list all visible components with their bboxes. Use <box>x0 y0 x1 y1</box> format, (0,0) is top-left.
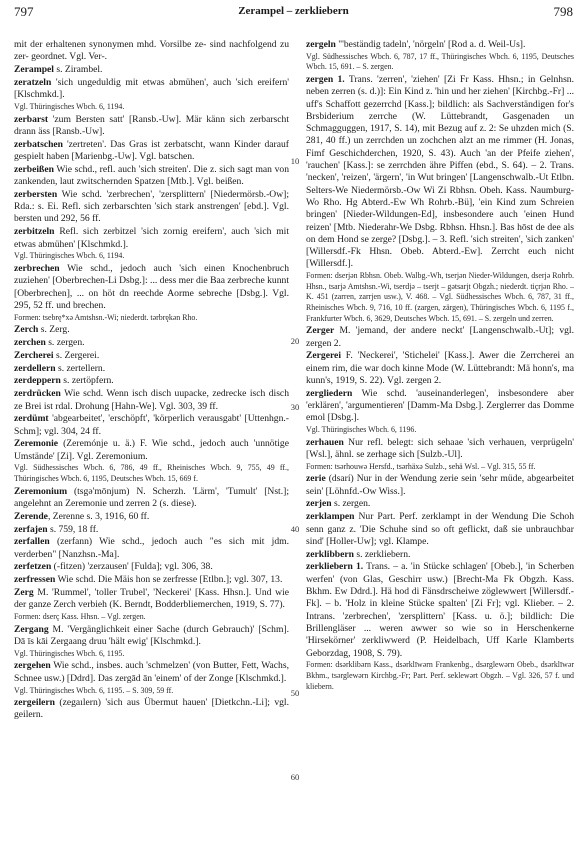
reference-note <box>306 660 574 692</box>
dictionary-entry <box>14 226 289 251</box>
dictionary-entry <box>14 64 289 76</box>
reference-note <box>306 462 574 473</box>
dictionary-entry <box>14 524 289 536</box>
entry-definition: M. 'jemand, der andere neckt' [Langenschwalb.-Ut]; vgl. zergen 2. <box>306 325 574 349</box>
entry-headword: zerdümt <box>14 413 49 425</box>
entry-headword: zergeilern <box>14 697 56 709</box>
dictionary-entry <box>306 511 574 548</box>
reference-note-text: Vgl. Südhessisches Wbch. 6, 786, 49 ff., Rheinisches Wbch. 9, 755, 49 ff., Thüringisches Wbch. 6, 1195, Deutsches Wbch. 15, 669 f. <box>14 463 289 484</box>
entry-definition: (-fitzen) 'zerzausen' [Fulda]; vgl. 306, 38. <box>51 561 213 573</box>
dictionary-entry <box>14 574 289 586</box>
entry-definition: s. zergen. <box>331 498 371 510</box>
dictionary-entry <box>14 388 289 413</box>
entry-definition: Wie schd. Die Mäis hon se zerfresse [Etlbn.]; vgl. 307, 13. <box>55 574 283 586</box>
entry-headword: zerfetzen <box>14 561 52 573</box>
reference-note <box>14 313 289 324</box>
entry-headword: Zerampel <box>14 64 54 76</box>
dictionary-entry <box>14 587 289 612</box>
dictionary-entry <box>14 697 289 722</box>
entry-definition: 'zertreten'. Das Gras ist zerbatscht, wann Kinder darauf gespielt haben [Marienbg.-Uw]. Vgl. batschen. <box>14 138 289 162</box>
dictionary-entry <box>306 350 574 387</box>
entry-headword: zerhauen <box>306 436 344 448</box>
entry-definition: 'abgearbeitet', 'erschöpft', 'körperlich verausgabt' [Uttenhgn.-Schm]; vgl. 304, 24 ff. <box>14 413 289 437</box>
dictionary-entry <box>14 263 289 312</box>
entry-headword: zerklampen <box>306 511 355 523</box>
reference-note-text: Vgl. Thüringisches Wbch. 6, 1196. <box>306 425 417 435</box>
entry-definition: s. zertöpfern. <box>60 375 114 387</box>
entry-headword: zerdeppern <box>14 375 61 387</box>
entry-definition: (Zeremónje u. ä.) F. Wie schd., jedoch auch 'unnötige Umstände' [Zi]. Vgl. Zeremonium. <box>14 438 289 462</box>
entry-definition: "'beständig tadeln', 'nörgeln' [Rod a. d. Weil-Us]. <box>335 39 526 50</box>
entry-definition: s. Zergerei. <box>53 349 100 361</box>
entry-headword: zerbeißen <box>14 163 54 175</box>
entry-headword: zerfallen <box>14 536 50 548</box>
dictionary-entry <box>14 114 289 139</box>
entry-headword: Zeremonie <box>14 438 59 450</box>
entry-headword: Zercherei <box>14 349 54 361</box>
entry-headword: Zerch <box>14 324 39 336</box>
entry-definition: Trans. 'zerren', 'ziehen' [Zi Fr Kass. Hhsn.; in Gelnhsn. neben zerren (s. d.)]: Ein Kind z. 'hin und her ziehen' [Kirchbg.-Fr] ... uff's Schaffott gezerrchd [Kass.]; bildlich: als Sachverständigen for's Brsbiderium zerrche (W. Lüttebrandt, Gasgenaden un Schmagguggen, 1917, S. 14), mit Bezug auf z. 2: Se uhzden mich (S. 281, 40 ff.) un zerrchden un zochchen alzt an me rimmer (H. Jonas, Fimf Geschichderchen, 1920, S. 43). Auch 'an der Pfeife ziehen', 'rauchen' [Kass.]: se zerrchden ähre Piffen (ebd., S. 64). – 2. Trans. 'necken', 'reizen', 'ärgern', 'in Wut bringen' [Langenschwalb.-Ut Etlbn. Selters-We Niedermörsb.-Ow Wi Zi Rbhsn. Obeh. Kass. Naumburg-Wo Rho. Hg Abterd.-Ew Wh Rohrb.-Bü], 'ein Kind zum Schreien bringen' [Nieder-Wildungen-Ed], insbesondere auch 'einen Hund reizen' [Mtb. Niederahr-We Dsbg. Rbhsn. Hhsn.]. Bas hōst de dee als on dem Hond se zerge? [Dsbg.]. – 3. Refl. 'sich streiten', 'sich zanken' [Willersdf.-Fk Hhsn. Obeb. Abterd.-Ew]. Zerrcht euch nicht [Willersdf.]. <box>306 73 574 270</box>
reference-note-text: Formen: tsərhouwə Hersfd., tsərhäxə Sulzb., sehä Wsl. – Vgl. 315, 55 ff. <box>306 461 536 471</box>
reference-note-text: Formen: dsərklibərn Kass., dsərklīwərn Frankenbg., dsərglewərn Obeb., dsərklīwər Bkhm., tsərglewərn Kirchbg.-Fr; Part. Perf. seklewərt Obgzh. – Vgl. 326, 57 f. und kliebern. <box>306 660 574 691</box>
page-number-left: 797 <box>14 4 34 19</box>
reference-note <box>14 102 289 113</box>
entry-headword: zerbrechen <box>14 262 60 274</box>
entry-definition: , Zerenne s. 3, 1916, 60 ff. <box>47 510 150 522</box>
reference-note-text: Formen: dserç Kass. Hhsn. – Vgl. zergen. <box>14 612 146 622</box>
line-number: 40 <box>290 524 300 534</box>
entry-headword: zerklibbern <box>306 548 354 560</box>
reference-note-text: Vgl. Thüringisches Wbch. 6, 1194. <box>14 251 125 261</box>
line-number: 10 <box>290 156 300 166</box>
intro-text: mit der erhaltenen synonymen mhd. Vorsilbe ze- sind nachfolgend zu zer- geordnet. Vgl. Ver-. <box>14 39 289 63</box>
entry-definition: 'zum Bersten satt' [Ransb.-Uw]. Mär känn sich zerbarscht drann äss [Ransb.-Uw]. <box>14 113 289 137</box>
line-number: 50 <box>290 688 300 698</box>
entry-definition: (dsarí) Nur in der Wendung zerie sein 'sehr müde, abgearbeitet sein' [Löhnfd.-Ow Wiss.]. <box>306 473 574 497</box>
entry-definition: s. zertellern. <box>55 362 106 374</box>
entry-headword: Zergang <box>14 623 49 635</box>
entry-definition: Wie schd. 'zerbrechen', 'zersplittern' [Niedermörsb.-Ow]; Rda.: s. Ei. Refl. sich zerbarschten 'sich stark anstrengen' [ebd.]. Vgl. bersten und 292, 56 ff. <box>14 188 289 225</box>
dictionary-entry <box>14 660 289 685</box>
dictionary-entry <box>306 437 574 462</box>
entry-headword: zerbarst <box>14 113 49 125</box>
dictionary-entry <box>14 350 289 362</box>
dictionary-entry <box>14 77 289 102</box>
right-column <box>306 39 574 693</box>
reference-note <box>14 463 289 484</box>
dictionary-entry <box>14 375 289 387</box>
left-column <box>14 39 289 722</box>
entry-headword: zerdrücken <box>14 388 61 400</box>
reference-note-text: Vgl. Thüringisches Wbch. 6, 1194. <box>14 101 125 111</box>
reference-note <box>14 649 289 660</box>
entry-headword: zerbitzeln <box>14 226 55 238</box>
dictionary-entry <box>306 39 574 51</box>
reference-note <box>306 271 574 324</box>
entry-definition: Wie schd. 'auseinanderlegen', insbesondere aber 'erklären', 'argumentieren' [Damm-Ma Dsbg.]. Zerglerrer das Domme emol [Dsbg.]. <box>306 387 574 424</box>
entry-headword: zerfressen <box>14 574 56 586</box>
dictionary-entry <box>306 388 574 425</box>
dictionary-entry <box>14 536 289 561</box>
entry-headword: zerbatschen <box>14 138 64 150</box>
entry-definition: Wie schd. Wenn isch disch uupacke, zedrecke isch disch ze Brei ist rdal. Drohung [Hahn-We]. Vgl. 303, 39 ff. <box>14 388 289 412</box>
dictionary-entry <box>14 324 289 336</box>
entry-definition: M. 'Vergänglichkeit einer Sache (durch Gebrauch)' [Schm]. Dā īs kāi Zergaang druu 'hält ewig' [Klschmkd.]. <box>14 623 289 648</box>
reference-note <box>306 52 574 73</box>
dictionary-entry <box>306 549 574 561</box>
entry-headword: zerchen <box>14 337 46 349</box>
entry-headword: Zeremonium <box>14 485 68 497</box>
dictionary-entry <box>14 511 289 523</box>
entry-definition: Nur refl. belegt: sich sehaae 'sich verhauen, verprügeln' [Wsl.], ähnl. se zerhage sich [Sulzb.-Ul]. <box>306 436 574 460</box>
entry-definition: 'sich ungeduldig mit etwas abmühen', auch 'sich ereifern' [Klschmkd.]. <box>14 76 289 101</box>
dictionary-entry <box>306 325 574 350</box>
entry-headword: zergehen <box>14 660 51 672</box>
dictionary-entry <box>14 337 289 349</box>
dictionary-entry <box>14 486 289 511</box>
entry-headword: zerfajen <box>14 523 48 535</box>
entry-definition: Wie schd., refl. auch 'sich streiten'. Die z. sich sagt man von zankenden, laut zwitschernden Spatzen [Mtb.]. Vgl. beißen. <box>14 163 289 188</box>
line-number: 20 <box>290 336 300 346</box>
entry-definition: Trans. – a. 'in Stücke schlagen' [Obeb.], 'in Scherben werfen' (von Glas, Geschirr usw.) [Brecht-Ma Fk Obgzh. Kass. Bkhm. Ew Ddrd.]. Hä hod di Fänsdrscheiwe zöglewwert [Willersdf.-Fk]. – b. 'Holz in kleine Stücke spalten' [Zi Fr]; vgl. Klieber. – 2. Intrans. 'zerbrechen', 'zersplittern' [Kass. u. ö.]; bildlich: Die Brillengläser ... weren awwer so wie so in Herschenkerne 'Hirsekörner' zerkliwwerd (P. Heidelbach, Uff Karle Klamberts Geborzdag, 1908, S. 79). <box>306 561 575 659</box>
running-title: Zerampel – zerkliebern <box>238 5 349 17</box>
entry-definition: Wie schd., jedoch auch 'sich einen Knochenbruch zuziehen' [Oberbrechen-Li Dsbg.]: ... dess mer die Baa zerbreche kunnt [Oberbrechen], ... on höt dn reechde Aorme sebreche [Dsbg.]. Vgl. 295, 52 ff. und brechen. <box>14 262 289 311</box>
reference-note-text: Vgl. Thüringisches Wbch. 6, 1195. <box>14 648 125 658</box>
dictionary-entry <box>14 189 289 226</box>
reference-note <box>306 425 574 436</box>
dictionary-entry <box>306 561 574 659</box>
running-header <box>14 4 573 24</box>
line-number: 60 <box>290 772 300 782</box>
dictionary-entry <box>14 139 289 164</box>
dictionary-entry <box>14 624 289 649</box>
entry-definition: Wie schd., insbes. auch 'schmelzen' (von Butter, Fett, Wachs, Schnee usw.) [Ddrd]. Das zergād ān 'einem' of der Zonge [Klschmkd.]. <box>14 660 289 684</box>
entry-headword: zergen 1. <box>306 73 345 85</box>
dictionary-entry <box>14 413 289 438</box>
entry-definition: M. 'Rummel', 'toller Trubel', 'Neckerei' [Kass. Hhsn.]. Und wie der ganze Zerch verbieh (K. Berndt, Bodderbliemerchen, 1919, S. 77). <box>14 587 289 611</box>
entry-headword: zerie <box>306 473 326 485</box>
entry-definition: s. 759, 18 ff. <box>47 523 99 535</box>
dictionary-entry <box>14 164 289 189</box>
entry-definition: s. zergen. <box>45 337 85 349</box>
entry-headword: zergliedern <box>306 387 353 399</box>
entry-headword: Zergerei <box>306 350 341 362</box>
entry-headword: Zerende <box>14 510 48 522</box>
entry-definition: s. Zirambel. <box>53 64 103 76</box>
entry-headword: zerbersten <box>14 188 58 200</box>
entry-definition: s. Zerg. <box>38 324 70 336</box>
dictionary-entry <box>306 498 574 510</box>
line-number: 30 <box>290 402 300 412</box>
entry-definition: Refl. sich zerbitzel 'sich zornig ereifern', auch 'sich mit etwas abmühen' [Klschmkd.]. <box>14 226 289 250</box>
entry-definition: F. 'Neckerei', 'Stichelei' [Kass.]. Awer die Zerrcherei an einem rim, die war doch kinne Mode (W. Lüttebrandt: Mä honn's, ma kunn's, 1919, S. 22). Vgl. zergen 2. <box>306 350 574 386</box>
reference-note-text: Formen: dserjən Rbhsn. Obeb. Walbg.-Wh, tserjən Nieder-Wildungen, dserjə Rohrb. Hhsn., tsarjə Amtshsn.-Wi, tserdjə – tserjt – gətsarjt Obgzh.; niederdt. tiçrjən Rho. – K. 451 (zarren, zarrjen usw.), V. 468. – Vgl. Südhessisches Wbch. 6, 787, 31 ff., Rheinisches Wbch. 9, 716, 10 ff. (zargen, zärgen), Thüringisches Wbch. 6, 1195 f., Frankfurter Wbch. 6, 3629, Deutsches Wbch. 15, 691. – S. zergeln und zerren. <box>306 271 574 323</box>
page-number-right: 798 <box>553 4 573 19</box>
reference-note-text: Vgl. Südhessisches Wbch. 6, 787, 17 ff., Thüringisches Wbch. 6, 1195, Deutsches Wbch. 15, 691. – S. zergen. <box>306 51 574 72</box>
reference-note-text: Formen: tsebrę*xə Amtshsn.-Wi; niederdt. tərbrękən Rho. <box>14 312 198 322</box>
entry-definition: (zegaılern) 'sich aus Übermut hauen' [Dietkchn.-Li]; vgl. geilern. <box>14 697 289 721</box>
reference-note <box>14 612 289 623</box>
entry-definition: (zerfann) Wie schd., jedoch auch "es sich mit jdm. verderben" [Nanzhsn.-Ma]. <box>14 536 289 560</box>
entry-headword: Zerger <box>306 325 335 337</box>
entry-headword: zerkliebern 1. <box>306 561 364 573</box>
entry-definition: (tsgə'mōnjum) N. Scherzh. 'Lärm', 'Tumult' [Nst.]; angelehnt an Zeremonie und zerren 2 (s. diese). <box>14 485 289 509</box>
dictionary-entry <box>14 561 289 573</box>
entry-headword: zerdellern <box>14 362 56 374</box>
entry-headword: Zerg <box>14 587 34 599</box>
dictionary-entry <box>14 363 289 375</box>
entry-definition: s. zerkliebern. <box>353 548 411 560</box>
dictionary-entry <box>306 74 574 271</box>
entry-headword: zergeln <box>306 39 336 50</box>
dictionary-entry <box>14 438 289 463</box>
entry-headword: zeratzeln <box>14 76 52 88</box>
reference-note-text: Vgl. Thüringisches Wbch. 6, 1195. – S. 309, 59 ff. <box>14 685 174 695</box>
entry-headword: zerjen <box>306 498 332 510</box>
entry-definition: Nur Part. Perf. zerklampt in der Wendung Die Schoh senn ganz z. 'Die Schuhe sind so oft geflickt, daß sie unbrauchbar sind' [Holler-Uw]; vgl. Klampe. <box>306 511 574 547</box>
reference-note <box>14 251 289 262</box>
dictionary-entry <box>306 473 574 498</box>
reference-note <box>14 686 289 697</box>
